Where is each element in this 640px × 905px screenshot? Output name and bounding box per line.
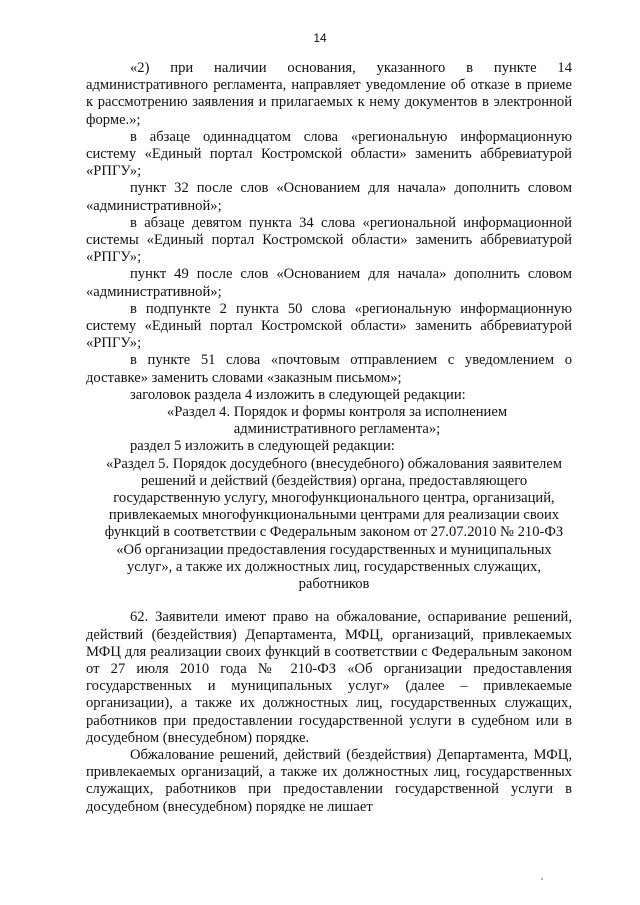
paragraph-item-1: «2) при наличии основания, указанного в пункте 14 административного регламента, направляет уведомление об отказе в приеме к рассмотрению заявления и прилагаемых к нему документов в электронной форме.»; — [86, 60, 572, 128]
document-body — [86, 60, 572, 816]
paragraph-appeal: Обжалование решений, действий (бездействия) Департамента, МФЦ, привлекаемых организаций, а также их должностных лиц, государственных служащих, работников при предоставлении государственной услуги в досудебном (внесудебном) порядке не лишает — [86, 746, 572, 815]
paragraph-punkt-50: в подпункте 2 пункта 50 слова «региональную информационную систему «Единый портал Костромской области» заменить аббревиатурой «РПГУ»; — [86, 300, 572, 352]
paragraph-punkt-49: пункт 49 после слов «Основанием для начала» дополнить словом «административной»; — [86, 266, 572, 300]
section4-heading: «Раздел 4. Порядок и формы контроля за исполнением административного регламента»; — [166, 404, 508, 438]
page-number: 14 — [313, 31, 327, 45]
scan-speck — [541, 878, 543, 880]
paragraph-62: 62. Заявители имеют право на обжалование, оспаривание решений, действий (бездействия) Департамента, МФЦ, организаций, привлекаемых МФЦ для реализации своих функций в соответствии с Федеральным законом от 27 июля 2010 года № 210-ФЗ «Об организации предоставления государственных и муниципальных услуг» (далее – привлекаемые организации), а также их должностных лиц, государственных служащих, работников при предоставлении государственной услуги в судебном или в досудебном (внесудебном) порядке. — [86, 609, 572, 746]
section-spacer — [86, 593, 572, 609]
paragraph-section5-intro: раздел 5 изложить в следующей редакции: — [130, 438, 395, 455]
paragraph-punkt-51: в пункте 51 слова «почтовым отправлением с уведомлением о доставке» заменить словами «заказным письмом»; — [86, 352, 572, 386]
section5-heading: «Раздел 5. Порядок досудебного (внесудебного) обжалования заявителем решений и действий (бездействия) органа, предоставляющего государственную услугу, многофункционального центра, организаций, привлекаемых многофункциональными центрами для реализации своих функций в соответствии с Федеральным законом от 27.07.2010 № 210-ФЗ «Об организации предоставления государственных и муниципальных услуг», а также их должностных лиц, государственных служащих, работников — [104, 455, 564, 593]
paragraph-punkt-32: пункт 32 после слов «Основанием для начала» дополнить словом «административной»; — [86, 180, 572, 214]
paragraph-abzac-11: в абзаце одиннадцатом слова «региональную информационную систему «Единый портал Костромской области» заменить аббревиатурой «РПГУ»; — [86, 128, 572, 180]
paragraph-section4-intro: заголовок раздела 4 изложить в следующей редакции: — [130, 386, 466, 403]
paragraph-punkt-34: в абзаце девятом пункта 34 слова «региональной информационной системы «Единый портал Костромской области» заменить аббревиатурой «РПГУ»; — [86, 214, 572, 266]
